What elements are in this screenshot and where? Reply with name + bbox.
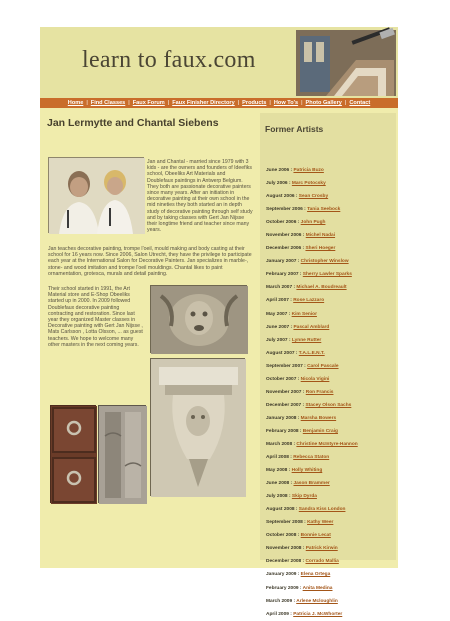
artist-date: March 2009 (266, 598, 293, 604)
artist-separator: : (292, 285, 297, 291)
artist-name-link[interactable]: Marsha Bowers (300, 415, 337, 421)
artist-date: January 2008 (266, 415, 297, 421)
artist-separator: : (287, 468, 292, 474)
artist-date: October 2007 (266, 376, 297, 382)
relief-sculpture-icon (151, 286, 248, 354)
nav-home[interactable]: Home (67, 100, 84, 106)
artist-date: June 2006 (266, 168, 290, 173)
stone-panel-photo (98, 405, 146, 503)
artist-date: September 2007 (266, 363, 303, 369)
artist-separator: : (301, 559, 306, 565)
list-item (266, 164, 394, 177)
list-item (266, 203, 394, 216)
artist-date: December 2008 (266, 559, 302, 565)
artist-date: July 2008 (266, 494, 288, 500)
nav-photo-gallery[interactable]: Photo Gallery (305, 100, 342, 106)
artist-separator: : (296, 533, 301, 539)
artist-name-link[interactable]: Anita Medina (302, 585, 333, 591)
list-item (266, 516, 394, 529)
artist-name-link[interactable]: Christine McIntyre-Hannon (296, 441, 358, 447)
artist-date: June 2007 (266, 324, 290, 330)
list-item (266, 308, 394, 321)
nav-separator: | (167, 100, 170, 106)
artist-name-link[interactable]: Elena Ortega (300, 572, 331, 578)
door-knocker-photo (50, 405, 96, 503)
artist-date: August 2007 (266, 350, 295, 356)
artist-date: February 2009 (266, 585, 299, 591)
nav-contact[interactable]: Contact (349, 100, 371, 106)
artist-separator: : (296, 572, 301, 578)
artist-date: October 2008 (266, 533, 297, 539)
nav-separator: | (128, 100, 130, 106)
bio-paragraph-1: Jan and Chantal - married since 1979 with 3 kids - are the owners and founders of Ideefiks school, Obeeliks Art Materials and Doublefaux paintings in Antwerp Belgium. They both are passionate decorative painters since many years. After an initiation in decorative painting at their own school in the mid nineties they both started an in depth study of decorative painting through self study and by taking classes with Gert Jan Nijsse their longtime friend and teacher since many years. (147, 159, 253, 234)
artist-date: October 2006 (266, 220, 297, 226)
artist-name-link[interactable]: Sherry Lawler Sparks (302, 272, 352, 278)
bracket-sculpture-icon (151, 359, 246, 497)
artist-name-link[interactable]: Benjamin Craig (302, 428, 338, 434)
artist-name-link[interactable]: Holly Whiting (291, 468, 323, 474)
artist-separator: : (296, 376, 301, 382)
bio-paragraph-2: Jan teaches decorative painting, trompe l'oeil, mould making and body casting at their school for 16 years now. Since 2006, Salon Utrecht, they have the privilege to participate each year at the International Salon for Decorative Painters. Jan specializes in marble-, stone- and wood imitation and trompe l'oeil mouldings. Chantal likes to paint ornamentation, grotesca, murals and detail painting. (48, 246, 252, 277)
artist-name-link[interactable]: Michel Nadai (305, 233, 336, 239)
list-item (266, 555, 394, 568)
artist-date: June 2008 (266, 481, 290, 487)
artist-separator: : (288, 611, 294, 617)
artist-separator: : (298, 428, 303, 434)
artist-date: May 2007 (266, 311, 288, 317)
artist-separator: : (292, 441, 297, 447)
page-title: Jan Lermytte and Chantal Siebens (47, 117, 219, 129)
artist-name-link[interactable]: Kathy Weer (307, 520, 334, 526)
bio-paragraph-3: Their school started in 1991, the Art Material store and E-Shop Obeeliks started up in 2000. In 2009 followed Doublefaux decorative painting contracting and restoration. Since last year they organized Master classes in Decorative painting with Gert Jan Nijsse , Mats Carlsson , Lotta Olsson, ... as guest teachers. We hope to welcome many other masters in the next coming years. (48, 286, 143, 348)
artist-name-link[interactable]: Marc Potocsky (291, 181, 326, 187)
artist-date: February 2007 (266, 272, 299, 278)
list-item (266, 412, 394, 425)
list-item (266, 177, 394, 190)
door-knocker-icon (51, 406, 97, 504)
artist-name-link[interactable]: Ron Francis (305, 389, 334, 395)
list-item (266, 490, 394, 503)
artist-date: November 2006 (266, 233, 302, 239)
artist-separator: : (301, 389, 306, 395)
list-item (266, 542, 394, 555)
artist-name-link[interactable]: Patricia J. McWhorter (293, 611, 343, 617)
nav-separator: | (344, 100, 347, 106)
relief-face-photo (150, 285, 247, 353)
artist-date: April 2007 (266, 298, 289, 304)
artist-separator: : (287, 494, 292, 500)
artist-separator: : (292, 598, 297, 604)
nav-products[interactable]: Products (242, 100, 267, 106)
artist-date: January 2007 (266, 259, 297, 265)
list-item (266, 399, 394, 412)
artist-date: April 2008 (266, 455, 289, 461)
site-logo[interactable]: learn to faux.com (82, 47, 256, 73)
artist-separator: : (289, 168, 294, 173)
list-item (266, 268, 394, 281)
artist-name-link[interactable]: Michael A. Boudreault (296, 285, 347, 291)
artist-name-link[interactable]: Sheri Hoeger (305, 246, 336, 252)
artists-portrait-photo (48, 157, 144, 233)
list-item (266, 321, 394, 334)
artist-name-link[interactable]: Rose Lazzaro (293, 298, 325, 304)
artist-separator: : (287, 337, 292, 343)
artist-name-link[interactable]: Rebecca Staton (293, 455, 330, 461)
artist-date: February 2008 (266, 428, 299, 434)
artist-separator: : (296, 259, 301, 265)
nav-separator: | (86, 100, 88, 106)
artist-separator: : (301, 233, 306, 239)
list-item (266, 425, 394, 438)
artist-separator: : (301, 246, 306, 252)
artist-name-link[interactable]: Bonnie Lecat (300, 533, 331, 539)
artist-name-link[interactable]: Kim Senior (291, 311, 317, 317)
wall-bracket-photo (150, 358, 245, 496)
artist-separator: : (302, 207, 308, 213)
artist-name-link[interactable]: T.A.L.E.N.T. (298, 350, 325, 356)
list-item (266, 216, 394, 229)
artist-separator: : (294, 194, 299, 200)
artist-separator: : (302, 363, 308, 369)
artist-separator: : (296, 220, 301, 226)
list-item (266, 568, 394, 581)
list-item (266, 582, 394, 595)
artist-date: December 2006 (266, 246, 302, 252)
artist-name-link[interactable]: Corrado Mallia (305, 559, 339, 565)
nav-faux-finisher-directory[interactable]: Faux Finisher Directory (172, 100, 235, 106)
artist-name-link[interactable]: Patricia Buzo (293, 168, 324, 173)
header-painting-icon (296, 30, 396, 96)
list-item (266, 281, 394, 294)
list-item (266, 451, 394, 464)
artist-date: January 2009 (266, 572, 297, 578)
main-content (40, 108, 257, 568)
artist-date: December 2007 (266, 402, 302, 408)
list-item (266, 373, 394, 386)
header-image (296, 30, 396, 96)
artist-name-link[interactable]: Sandra Kiss London (298, 507, 346, 513)
artist-date: August 2006 (266, 194, 295, 200)
header (40, 27, 398, 98)
nav-separator: | (301, 100, 303, 106)
artist-separator: : (288, 298, 294, 304)
nav-find-classes[interactable]: Find Classes (90, 100, 126, 106)
artist-date: April 2009 (266, 611, 289, 617)
list-item (266, 229, 394, 242)
artist-separator: : (294, 507, 299, 513)
nav-faux-forum[interactable]: Faux Forum (132, 100, 165, 106)
artist-date: May 2008 (266, 468, 288, 474)
sidebar-title: Former Artists (265, 124, 324, 134)
list-item (266, 608, 394, 621)
artist-separator: : (302, 520, 308, 526)
list-item (266, 242, 394, 255)
artist-name-link[interactable]: Patrick Kirwin (305, 546, 338, 552)
artist-date: September 2006 (266, 207, 303, 213)
artist-name-link[interactable]: Tania Seebock (307, 207, 341, 213)
former-artists-sidebar (260, 113, 396, 617)
artist-date: November 2008 (266, 546, 302, 552)
main-nav (40, 98, 398, 108)
artist-name-link[interactable]: Skip Dyrda (291, 494, 317, 500)
artist-separator: : (298, 585, 303, 591)
artist-separator: : (289, 481, 294, 487)
list-item (266, 464, 394, 477)
nav-separator: | (237, 100, 240, 106)
list-item (266, 503, 394, 516)
artist-name-link[interactable]: Stacey Olson Sachs (305, 402, 352, 408)
artist-separator: : (298, 272, 303, 278)
artist-name-link[interactable]: Jason Brammer (293, 481, 330, 487)
nav-how-tos[interactable]: How To's (273, 100, 299, 106)
artist-name-link[interactable]: Nicola Vigini (300, 376, 330, 382)
artist-separator: : (289, 324, 294, 330)
artist-name-link[interactable]: Pascal Amblard (293, 324, 330, 330)
artist-date: August 2008 (266, 507, 295, 513)
list-item (266, 386, 394, 399)
artist-name-link[interactable]: John Pugh (300, 220, 326, 226)
artist-name-link[interactable]: Sean Crosby (298, 194, 329, 200)
artist-name-link[interactable]: Lynne Rutter (291, 337, 322, 343)
artist-date: July 2006 (266, 181, 288, 187)
artist-separator: : (294, 350, 299, 356)
artist-name-link[interactable]: Christopher Winslow (300, 259, 349, 265)
list-item (266, 360, 394, 373)
artist-separator: : (301, 546, 306, 552)
artist-separator: : (288, 455, 294, 461)
list-item (266, 595, 394, 608)
artist-separator: : (287, 181, 292, 187)
list-item (266, 294, 394, 307)
list-item (266, 529, 394, 542)
portrait-icon (49, 158, 145, 234)
list-item (266, 334, 394, 347)
artist-separator: : (296, 415, 301, 421)
artist-date: September 2008 (266, 520, 303, 526)
artist-separator: : (287, 311, 292, 317)
artist-date: November 2007 (266, 389, 302, 395)
artist-list (266, 164, 394, 621)
nav-separator: | (269, 100, 271, 106)
list-item (266, 477, 394, 490)
artist-date: March 2008 (266, 441, 293, 447)
list-item (266, 347, 394, 360)
artist-date: July 2007 (266, 337, 288, 343)
artist-separator: : (301, 402, 306, 408)
list-item (266, 190, 394, 203)
list-item (266, 438, 394, 451)
list-item (266, 255, 394, 268)
artist-name-link[interactable]: Carol Pascale (307, 363, 339, 369)
artist-date: March 2007 (266, 285, 293, 291)
page (40, 27, 398, 617)
stone-panel-icon (99, 406, 147, 504)
artist-name-link[interactable]: Arlene Mcloughlin (296, 598, 338, 604)
